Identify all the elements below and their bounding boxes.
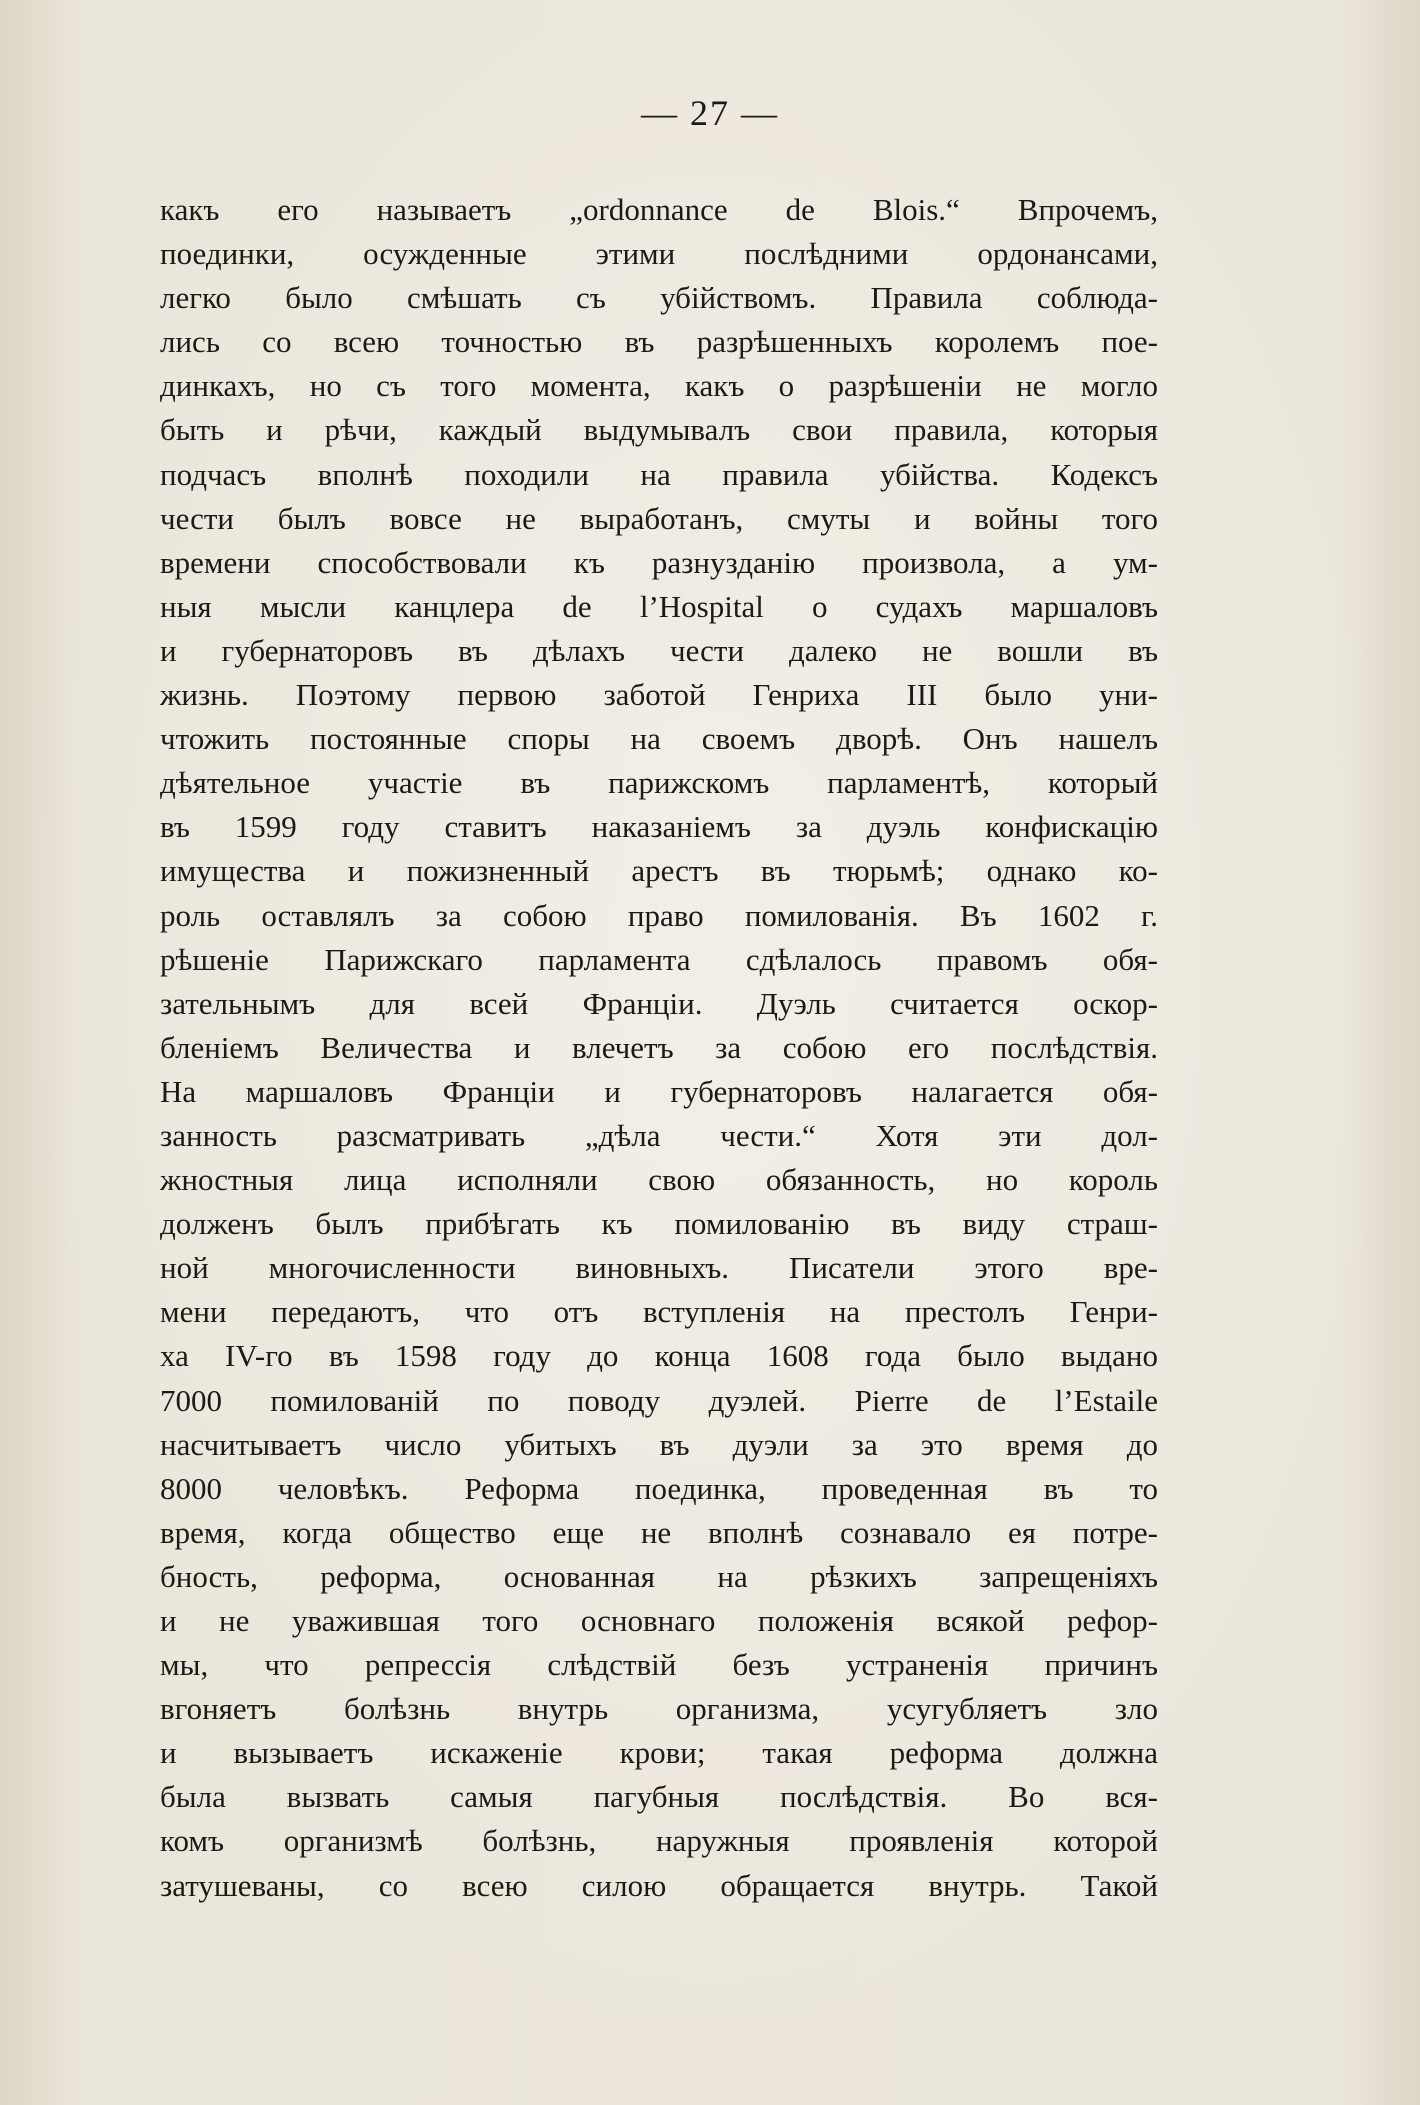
text-line: подчасъ вполнѣ походили на правила убійства. Кодексъ — [160, 456, 1158, 492]
text-line: 8000 человѣкъ. Реформа поединка, проведенная въ то — [160, 1470, 1158, 1506]
text-line: дѣятельное участіе въ парижскомъ парламентѣ, который — [160, 765, 1158, 801]
text-line: мы, что репрессія слѣдствій безъ устраненія причинъ — [160, 1647, 1158, 1683]
text-line: жизнь. Поэтому первою заботой Генриха IІІ было уни- — [160, 677, 1158, 713]
text-line: поединки, осужденные этими послѣдними ордонансами, — [160, 236, 1158, 272]
text-line: и губернаторовъ въ дѣлахъ чести далеко не вошли въ — [160, 632, 1158, 668]
text-line: роль оставлялъ за собою право помилованія. Въ 1602 г. — [160, 897, 1158, 933]
text-line: мени передаютъ, что отъ вступленія на престолъ Генри- — [160, 1294, 1158, 1330]
text-line: лись со всею точностью въ разрѣшенныхъ королемъ пое- — [160, 324, 1158, 360]
text-line: какъ его называетъ „ordonnance de Blois.“ Впрочемъ, — [160, 192, 1158, 227]
text-line: имущества и пожизненный арестъ въ тюрьмѣ; однако ко- — [160, 853, 1158, 889]
text-line: ха IV-го въ 1598 году до конца 1608 года было выдано — [160, 1338, 1158, 1374]
text-line: жностныя лица исполняли свою обязанность, но король — [160, 1162, 1158, 1198]
text-line: время, когда общество еще не вполнѣ сознавало ея потре- — [160, 1514, 1158, 1550]
text-line: времени способствовали къ разнузданію произвола, а ум- — [160, 544, 1158, 580]
text-line: и вызываетъ искаженіе крови; такая реформа должна — [160, 1735, 1158, 1771]
text-line: въ 1599 году ставитъ наказаніемъ за дуэль конфискацію — [160, 809, 1158, 845]
text-line: бность, реформа, основанная на рѣзкихъ запрещеніяхъ — [160, 1558, 1158, 1594]
text-line: динкахъ, но съ того момента, какъ о разрѣшеніи не могло — [160, 368, 1158, 404]
text-line: комъ организмѣ болѣзнь, наружныя проявленія которой — [160, 1823, 1158, 1859]
text-line: быть и рѣчи, каждый выдумывалъ свои правила, которыя — [160, 412, 1158, 448]
text-line: На маршаловъ Франціи и губернаторовъ налагается обя- — [160, 1073, 1158, 1109]
text-line: и не уважившая того основнаго положенія всякой рефор- — [160, 1603, 1158, 1638]
text-line: долженъ былъ прибѣгать къ помилованію въ виду страш- — [160, 1206, 1158, 1242]
text-line: ной многочисленности виновныхъ. Писатели этого вре- — [160, 1250, 1158, 1286]
text-line: бленіемъ Величества и влечетъ за собою его послѣдствія. — [160, 1029, 1158, 1065]
text-line: была вызвать самыя пагубныя послѣдствія. Во вся- — [160, 1779, 1158, 1815]
text-line: вгоняетъ болѣзнь внутрь организма, усугубляетъ зло — [160, 1691, 1158, 1727]
text-line: насчитываетъ число убитыхъ въ дуэли за это время до — [160, 1426, 1158, 1462]
text-line: чести былъ вовсе не выработанъ, смуты и войны того — [160, 500, 1158, 536]
page-number: — 27 — — [641, 93, 779, 133]
text-line: чтожить постоянные споры на своемъ дворѣ. Онъ нашелъ — [160, 721, 1158, 757]
body-text — [160, 188, 1158, 1908]
text-line: легко было смѣшать съ убійствомъ. Правила соблюда- — [160, 280, 1158, 316]
text-line: зательнымъ для всей Франціи. Дуэль считается оскор- — [160, 985, 1158, 1021]
text-line: затушеваны, со всею силою обращается внутрь. Такой — [160, 1867, 1158, 1903]
text-line: ныя мысли канцлера de l’Hospital о судахъ маршаловъ — [160, 588, 1158, 624]
text-line: 7000 помилованій по поводу дуэлей. Pierre de l’Estaile — [160, 1382, 1158, 1418]
text-line: рѣшеніе Парижскаго парламента сдѣлалось правомъ обя- — [160, 941, 1158, 977]
text-line: занность разсматривать „дѣла чести.“ Хотя эти дол- — [160, 1117, 1158, 1153]
